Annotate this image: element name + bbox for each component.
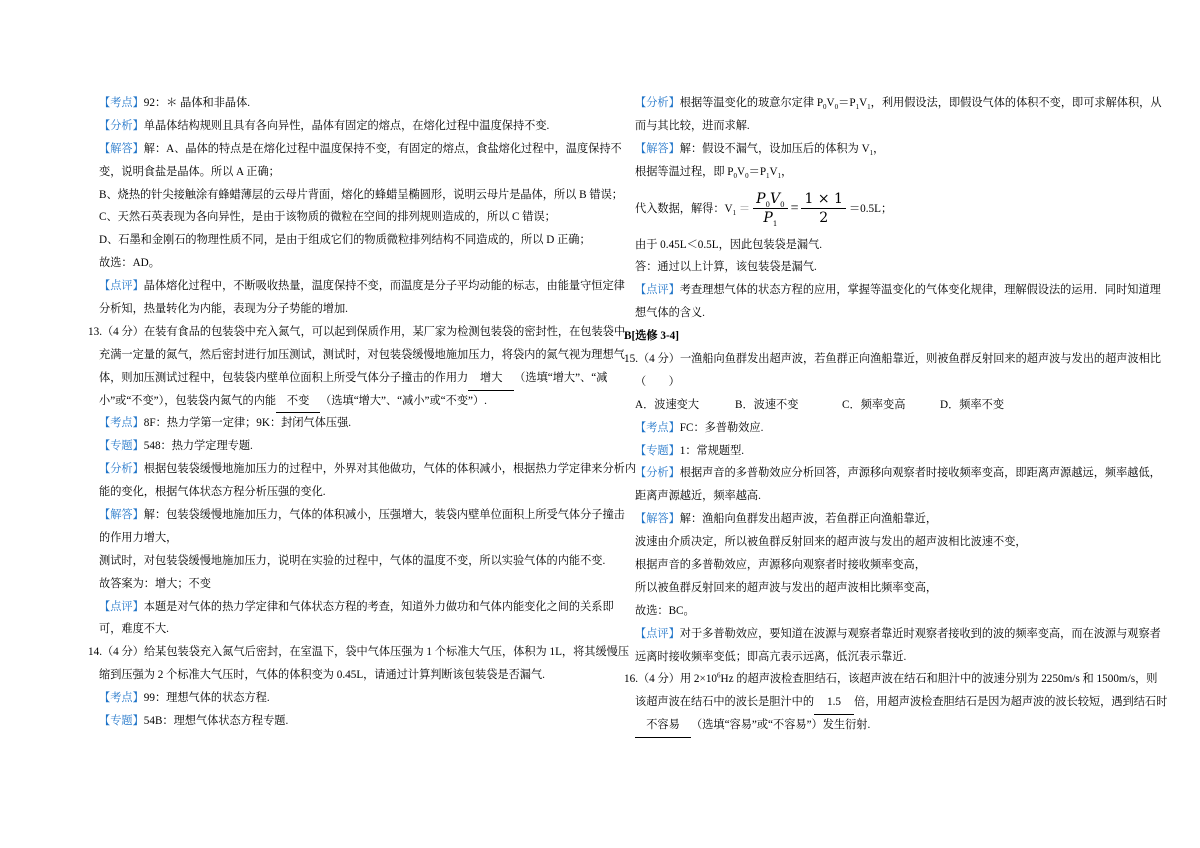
equation: ＝ $\frac{P_0V_0}{P_1}$ = $\frac{1 \times 1}{2}$ ＝0.5L；: [738, 191, 893, 229]
line: 故答案为：增大；不变: [99, 577, 211, 590]
line: 【分析】根据等温变化的玻意尔定律 $P_0V_0=P_1V_1$，利用假设法，即假设气体的体积不变，即可求解体积，从: [635, 97, 1162, 112]
option-b: B．波速不变: [735, 398, 799, 411]
line: 测试时，对包装袋缓慢地施加压力，说明在实验的过程中，气体的温度不变，所以实验气体的内能不变.: [99, 554, 606, 567]
option-a: A．波速变大: [635, 398, 700, 411]
fraction: $\frac{1 \times 1}{2}$: [801, 190, 845, 227]
line: 答：通过以上计算，该包装袋是漏气.: [635, 261, 817, 274]
question-16-line: 不容易 （选填“容易”或“不容易”）发生衍射.: [624, 714, 1128, 737]
line: 【点评】考查理想气体的状态方程的应用，掌握等温变化的气体变化规律，理解假设法的运用．同时知道理: [635, 284, 1161, 297]
line: 【解答】解：包装袋缓慢地施加压力，气体的体积减小，压强增大，装袋内壁单位面积上所受气体分子撞击: [99, 509, 625, 522]
line: 由于 0.45L＜0.5L，因此包装袋是漏气.: [635, 238, 823, 251]
question-13-line: 13.（4 分）在装有食品的包装袋中充入氮气，可以起到保质作用，某厂家为检测包装袋的密封性，在包装袋中: [88, 325, 626, 338]
option-d: D．频率不变: [940, 398, 1005, 411]
line: 【分析】根据声音的多普勒效应分析回答，声源移向观察者时接收频率变高，即距离声源越远，频率越低，: [635, 467, 1161, 480]
tag-dianping: 【点评】: [99, 280, 144, 293]
line: 波速由介质决定，所以被鱼群反射回来的超声波与发出的超声波相比波速不变，: [635, 536, 1027, 549]
line: 【解答】解：渔船向鱼群发出超声波，若鱼群正向渔船靠近，: [635, 513, 938, 526]
line: 根据等温过程，即 $P_0V_0=P_1V_1$，: [635, 165, 793, 180]
line: 的作用力增大，: [99, 531, 178, 544]
line: 【专题】548：热力学定理专题.: [99, 440, 253, 453]
line: 【点评】本题是对气体的热力学定律和气体状态方程的考查，知道外力做功和气体内能变化之间的关系即: [99, 600, 614, 613]
line: 【点评】晶体熔化过程中，不断吸收热量，温度保持不变，而温度是分子平均动能的标志，由能量守恒定律: [99, 280, 625, 293]
section-heading: B[选修 3-4]: [624, 330, 679, 343]
question-16-line: 16.（4 分）用 $2\times 10^6Hz$ 的超声波检查胆结石，该超声波在结石和胆汁中的波速分别为 2250m/s 和 1500m/s，则: [624, 671, 1158, 686]
question-14-line: 14.（4 分）给某包装袋充入氮气后密封，在室温下，袋中气体压强为 1 个标准大气压，体积为 1L，将其缓慢压: [88, 646, 630, 659]
question-13-line: 充满一定量的氮气，然后密封进行加压测试，测试时，对包装袋缓慢地施加压力，将袋内的氮气视为理想气: [99, 348, 625, 361]
answer-blank: 1.5: [814, 691, 854, 715]
line: 分析知，热量转化为内能，表现为分子势能的增加.: [99, 303, 348, 316]
line: 所以被鱼群反射回来的超声波与发出的超声波相比频率变高，: [635, 581, 938, 594]
line: 【解答】解：A、晶体的特点是在熔化过程中温度保持不变，有固定的熔点，食盐熔化过程中，温度保持不: [99, 142, 622, 155]
tag-fenxi: 【分析】: [99, 119, 144, 132]
line: 变，说明食盐是晶体。所以 A 正确；: [99, 165, 280, 178]
line: 【专题】1：常规题型.: [635, 444, 745, 457]
right-column: [624, 92, 1168, 737]
line: 【解答】解：假设不漏气，设加压后的体积为 $V_1$，: [635, 142, 885, 158]
left-column: [88, 92, 637, 733]
line: 可，难度不大.: [99, 623, 169, 636]
line: 【考点】92：＊ 晶体和非晶体.: [99, 97, 251, 109]
answer-blank: 增大: [468, 367, 514, 391]
line: B、烧热的针尖接触涂有蜂蜡薄层的云母片背面，熔化的蜂蜡呈椭圆形，说明云母片是晶体，所以 B 错误；: [99, 188, 623, 201]
line: 【考点】8F：热力学第一定律；9K：封闭气体压强.: [99, 417, 352, 430]
line: 距离声源越近，频率越高.: [635, 490, 761, 503]
line: 【考点】99：理想气体的状态方程.: [99, 692, 270, 705]
question-16-line: 该超声波在结石中的波长是胆汁中的 1.5 倍，用超声波检查胆结石是因为超声波的波长较短，遇到结石时: [624, 691, 1128, 714]
equation-line: 代入数据，解得：$V_1$ ＝ $\frac{P_0V_0}{P_1}$ = $\frac{1 \times 1}{2}$ ＝0.5L；: [624, 184, 1128, 234]
line: 【分析】单晶体结构规则且具有各向异性，晶体有固定的熔点，在熔化过程中温度保持不变.: [99, 119, 550, 132]
line: 【考点】FC：多普勒效应.: [635, 421, 764, 434]
line: 故选：AD。: [99, 257, 160, 270]
answer-blank: 不容易: [635, 714, 691, 738]
question-14-line: 缩到压强为 2 个标准大气压时，气体的体积变为 0.45L，请通过计算判断该包装袋是否漏气.: [99, 669, 545, 682]
line: 能的变化，根据气体状态方程分析压强的变化.: [99, 486, 326, 499]
line: 根据声音的多普勒效应，声源移向观察者时接收频率变高，: [635, 559, 926, 572]
line: 【点评】对于多普勒效应，要知道在波源与观察者靠近时观察者接收到的波的频率变高，而在波源与观察者: [635, 627, 1161, 640]
tag-kaodian: 【考点】: [99, 97, 144, 109]
line: 【分析】根据包装袋缓慢地施加压力的过程中，外界对其他做功，气体的体积减小，根据热力学定律来分析内: [99, 463, 637, 476]
question-15-line: （ ）: [635, 375, 680, 388]
question-13-line: 小”或“不变”），包装袋内氮气的内能 不变 （选填“增大”、“减小”或“不变”）.: [88, 390, 590, 413]
option-c: C．频率变高: [842, 398, 906, 411]
fraction: $\frac{P_0V_0}{P_1}$: [753, 190, 787, 227]
line: 远离时接收频率变低；即高亢表示远离，低沉表示靠近.: [635, 650, 907, 663]
line: C、天然石英表现为各向异性，是由于该物质的微粒在空间的排列规则造成的，所以 C 错误；: [99, 211, 556, 224]
answer-blank: 不变: [276, 390, 320, 414]
tag-jieda: 【解答】: [99, 142, 144, 155]
line: 而与其比较，进而求解.: [635, 119, 750, 132]
line: 【专题】54B：理想气体状态方程专题.: [99, 715, 289, 728]
line: D、石墨和金刚石的物理性质不同，是由于组成它们的物质微粒排列结构不同造成的，所以 D 正确；: [99, 234, 591, 247]
line: 想气体的含义.: [635, 307, 705, 320]
question-15-options: [624, 394, 1128, 417]
line: 故选：BC。: [635, 604, 695, 617]
question-13-line: 体，则加压测试过程中，包装袋内壁单位面积上所受气体分子撞击的作用力 增大 （选填“增大”、“减: [88, 367, 590, 390]
question-15-line: 15.（4 分）一渔船向鱼群发出超声波，若鱼群正向渔船靠近，则被鱼群反射回来的超声波与发出的超声波相比: [624, 353, 1162, 366]
